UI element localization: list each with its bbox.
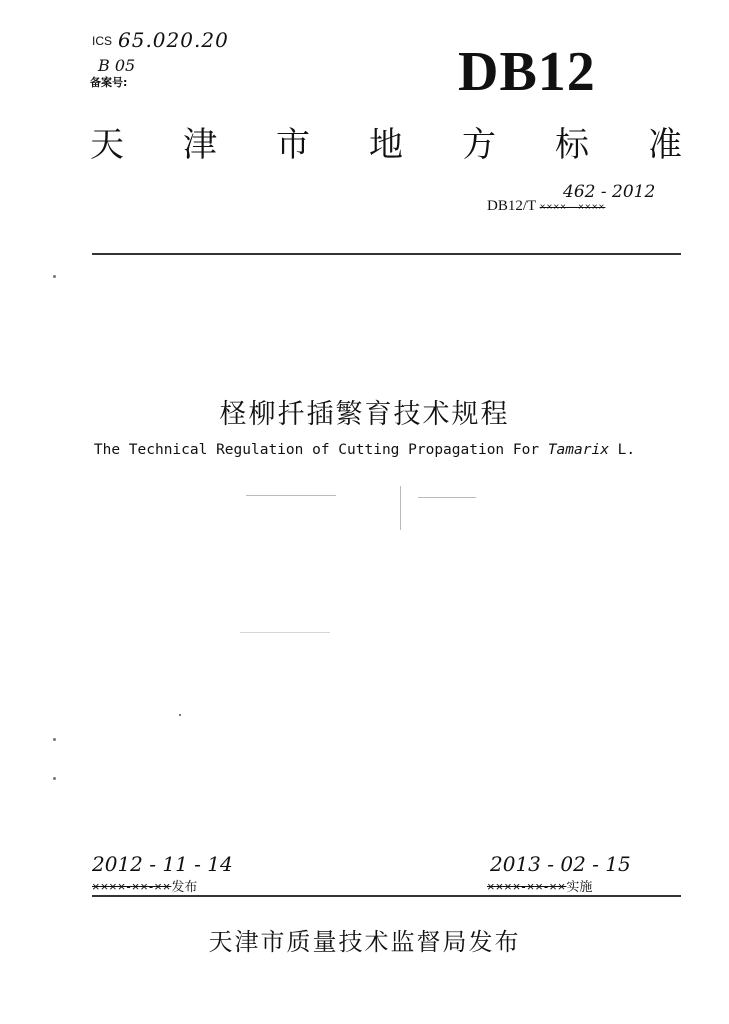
- filing-code-handwritten: B 05: [98, 56, 136, 75]
- scan-artifact: [240, 632, 330, 633]
- document-title-english: [0, 442, 729, 458]
- standard-code: DB12: [458, 41, 596, 103]
- standard-type-char: 准: [648, 125, 682, 165]
- standard-number-struck: ××××—××××: [539, 202, 606, 213]
- standard-type-char: 地: [369, 125, 403, 165]
- scan-artifact: [53, 738, 56, 741]
- bottom-divider: [92, 895, 681, 897]
- implement-date-label: 实施: [566, 880, 593, 895]
- top-divider: [92, 253, 681, 255]
- ics-code-handwritten: 65.020.20: [118, 28, 229, 52]
- title-english-genus: Tamarix: [547, 442, 609, 458]
- standard-number-prefix: DB12/T: [487, 198, 536, 214]
- implement-date: [487, 876, 592, 895]
- standard-type-char: 天: [90, 125, 124, 165]
- issue-date-label: 发布: [171, 880, 198, 895]
- document-title-chinese: 柽柳扦插繁育技术规程: [219, 399, 510, 430]
- scan-artifact: [400, 486, 401, 530]
- scan-artifact: [418, 497, 476, 498]
- title-english-main: The Technical Regulation of Cutting Propagation For: [93, 442, 548, 458]
- standard-number: [487, 198, 605, 215]
- publisher: 天津市质量技术监督局发布: [208, 928, 521, 956]
- title-english-suffix: L.: [608, 442, 636, 458]
- implement-date-struck: ××××-××-××: [487, 879, 567, 894]
- standard-type-title: [90, 125, 682, 165]
- issue-date-handwritten: 2012 - 11 - 14: [92, 852, 233, 876]
- filing-label: 备案号:: [90, 76, 128, 89]
- ics-label: ICS: [92, 34, 113, 48]
- standard-type-char: 津: [183, 125, 217, 165]
- issue-date-struck: ××××-××-××: [92, 879, 172, 894]
- standard-type-char: 方: [462, 125, 496, 165]
- scan-artifact: [179, 714, 181, 716]
- implement-date-handwritten: 2013 - 02 - 15: [490, 852, 631, 876]
- standard-type-char: 标: [555, 125, 589, 165]
- issue-date: [92, 876, 197, 895]
- standard-type-char: 市: [276, 125, 310, 165]
- scan-artifact: [53, 777, 56, 780]
- scan-artifact: [246, 495, 336, 496]
- scan-artifact: [53, 275, 56, 278]
- standard-number-handwritten: 462 - 2012: [563, 182, 656, 202]
